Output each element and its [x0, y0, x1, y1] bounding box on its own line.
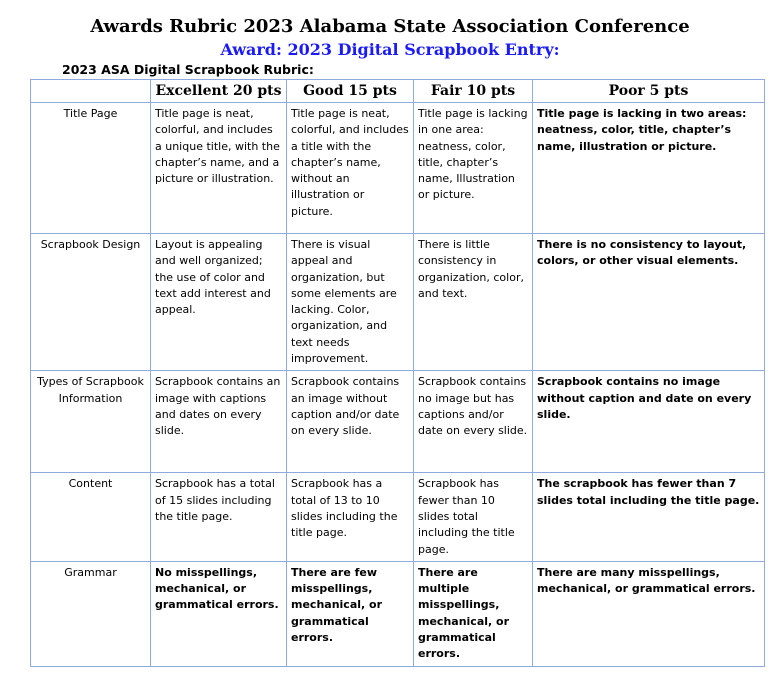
criterion-cell: Grammar [31, 561, 151, 666]
table-row [31, 561, 765, 666]
excellent-cell: Title page is neat, colorful, and includes a unique title, with the chapter’s name, and a picture or illustration. [151, 103, 287, 234]
criterion-cell: Scrapbook Design [31, 234, 151, 371]
header-fair: Fair 10 pts [414, 80, 533, 103]
table-row [31, 473, 765, 561]
rubric-table [30, 79, 765, 667]
fair-cell: Title page is lacking in one area: neatness, color, title, chapter’s name, Illustration or picture. [414, 103, 533, 234]
good-cell: There is visual appeal and organization, but some elements are lacking. Color, organization, and text needs improvement. [287, 234, 414, 371]
poor-cell: There is no consistency to layout, colors, or other visual elements. [533, 234, 765, 371]
table-row [31, 234, 765, 371]
poor-cell: Scrapbook contains no image without caption and date on every slide. [533, 371, 765, 473]
fair-cell: There is little consistency in organization, color, and text. [414, 234, 533, 371]
fair-cell: Scrapbook has fewer than 10 slides total including the title page. [414, 473, 533, 561]
header-excellent: Excellent 20 pts [151, 80, 287, 103]
excellent-cell: Layout is appealing and well organized; the use of color and text add interest and appeal. [151, 234, 287, 371]
header-good: Good 15 pts [287, 80, 414, 103]
rubric-label: 2023 ASA Digital Scrapbook Rubric: [62, 62, 314, 77]
criterion-cell: Types of Scrapbook Information [31, 371, 151, 473]
header-corner [31, 80, 151, 103]
table-row [31, 103, 765, 234]
excellent-cell: No misspellings, mechanical, or grammatical errors. [151, 561, 287, 666]
poor-cell: The scrapbook has fewer than 7 slides total including the title page. [533, 473, 765, 561]
fair-cell: There are multiple misspellings, mechanical, or grammatical errors. [414, 561, 533, 666]
poor-cell: Title page is lacking in two areas: neatness, color, title, chapter’s name, illustration or picture. [533, 103, 765, 234]
good-cell: Title page is neat, colorful, and includes a title with the chapter’s name, without an illustration or picture. [287, 103, 414, 234]
criterion-cell: Title Page [31, 103, 151, 234]
document-title: Awards Rubric 2023 Alabama State Association Conference [90, 16, 690, 37]
fair-cell: Scrapbook contains no image but has captions and/or date on every slide. [414, 371, 533, 473]
table-row [31, 371, 765, 473]
header-poor: Poor 5 pts [533, 80, 765, 103]
good-cell: Scrapbook contains an image without caption and/or date on every slide. [287, 371, 414, 473]
excellent-cell: Scrapbook has a total of 15 slides including the title page. [151, 473, 287, 561]
award-subtitle: Award: 2023 Digital Scrapbook Entry: [220, 40, 560, 59]
good-cell: There are few misspellings, mechanical, or grammatical errors. [287, 561, 414, 666]
excellent-cell: Scrapbook contains an image with captions and dates on every slide. [151, 371, 287, 473]
criterion-cell: Content [31, 473, 151, 561]
poor-cell: There are many misspellings, mechanical, or grammatical errors. [533, 561, 765, 666]
header-row [31, 80, 765, 103]
good-cell: Scrapbook has a total of 13 to 10 slides including the title page. [287, 473, 414, 561]
